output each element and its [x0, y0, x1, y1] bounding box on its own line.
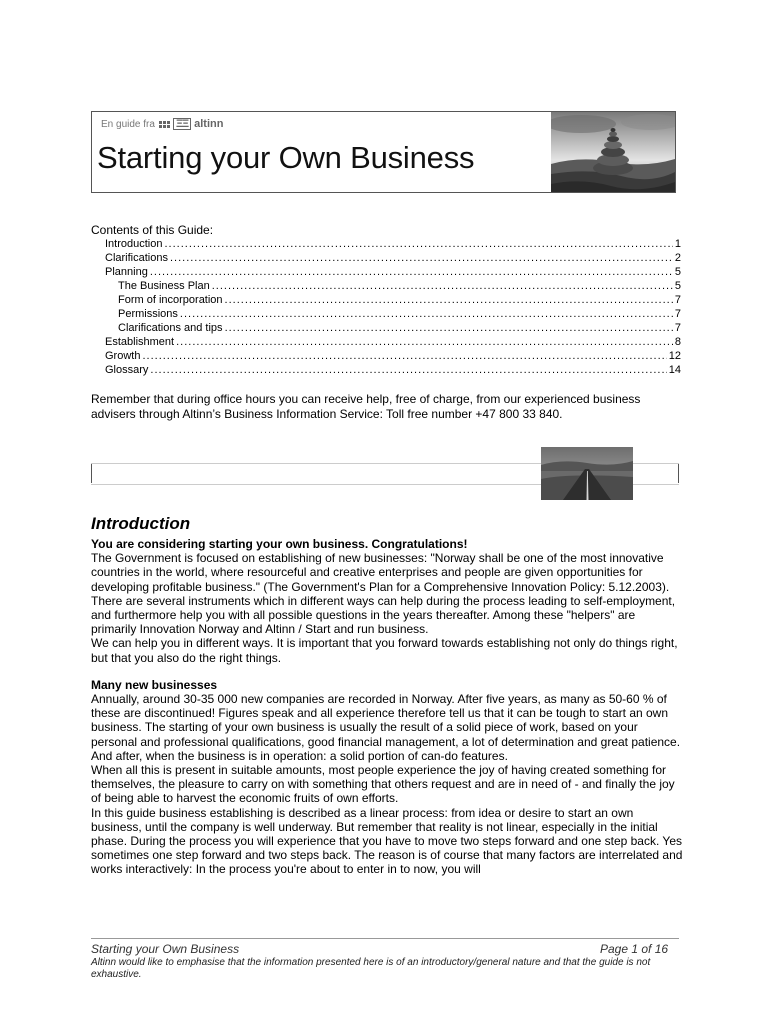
toc-item-clarifications-tips[interactable]: Clarifications and tips ..... 7: [91, 321, 681, 335]
title-box: [91, 111, 676, 193]
body-paragraph: Annually, around 30-35 000 new companies are recorded in Norway. After five years, as many as 50-60 % of these are discontinued! Figures speak and all experience therefore tell us that it can be tough to start an own business. The starting of your own business is usually the result of a solid piece of work, based on your personal and professional qualifications, good financial management, a lot of determination and great patience. And after, when the business is in operation: a solid portion of can-do features.: [91, 692, 681, 763]
many-businesses-heading: Many new businesses: [91, 677, 218, 692]
intro-paragraph: We can help you in different ways. It is important that you forward towards establishing not only do things right, but that you also do the right things.: [91, 636, 678, 665]
toc-item-growth[interactable]: Growth ..... 12: [91, 349, 681, 363]
guide-prefix: En guide fra: [101, 118, 155, 130]
road-landscape-photo: [541, 447, 633, 500]
footer-divider: [91, 938, 679, 939]
toc-heading: Contents of this Guide:: [91, 223, 214, 237]
intro-subheading: You are considering starting your own business. Congratulations!: [91, 537, 468, 551]
divider-right-tick: [678, 464, 679, 483]
toc-item-establishment[interactable]: Establishment ..... 8: [91, 335, 681, 349]
footer-disclaimer: Altinn would like to emphasise that the information presented here is of an introductory/general nature and that the guide is not exhaustive.: [91, 957, 651, 980]
toc-item-planning[interactable]: Planning ..... 5: [91, 265, 681, 279]
body-paragraph: In this guide business establishing is described as a linear process: from idea or desire to start an own business, until the company is well underway. But remember that reality is not linear, especially in the initial phase. During the process you will experience that you have to move two steps forward and one step back. Yes sometimes one step forward and two steps back. The reason is of course that many factors are interrelated and works interactively: In the process you're about to enter in to now, you will: [91, 805, 683, 877]
toc-item-glossary[interactable]: Glossary ..... 14: [91, 363, 681, 377]
stone-cairn-photo: [551, 112, 675, 192]
footer-title: Starting your Own Business: [91, 942, 240, 956]
toc-item-form-of-incorporation[interactable]: Form of incorporation ..... 7: [91, 293, 681, 307]
helpline-notice: Remember that during office hours you can receive help, free of charge, from our experienced business advisers through Altinn’s Business Information Service: Toll free number +47 800 33 840.: [91, 392, 641, 421]
logo-dots-icon: [159, 121, 170, 128]
intro-paragraph: There are several instruments which in different ways can help during the process leading to self-employment, and furthermore help you with all possible questions in the years thereafter. Among these "helpers" are primarily Innovation Norway and Altinn / Start and run business.: [91, 593, 676, 637]
logo-word: altinn: [194, 118, 224, 130]
toc-item-clarifications[interactable]: Clarifications ..... 2: [91, 251, 681, 265]
logo-mark-icon: ΞΞ: [173, 118, 191, 130]
altinn-logo: [159, 118, 224, 130]
document-title: Starting your Own Business: [97, 140, 475, 175]
guide-byline: [101, 118, 223, 130]
body-text: [91, 537, 683, 877]
intro-paragraph: The Government is focused on establishing of new businesses: "Norway shall be one of the most innovative countries in the world, where resourceful and creative enterprises and people are given opportunities for developing profitable business." (The Government's Plan for a Comprehensive Innovation Policy: 5.12.2003).: [91, 551, 670, 594]
body-paragraph: When all this is present in suitable amounts, most people experience the joy of having created something for themselves, the pleasure to carry on with something that others request and are in need of - and finally the joy of being able to harvest the economic fruits of own efforts.: [91, 763, 675, 806]
toc-item-business-plan[interactable]: The Business Plan ..... 5: [91, 279, 681, 293]
toc-item-introduction[interactable]: Introduction ..... 1: [91, 237, 681, 251]
divider-left-tick: [91, 464, 92, 483]
introduction-heading: Introduction: [91, 514, 191, 533]
page-number: Page 1 of 16: [600, 942, 669, 956]
table-of-contents: [91, 237, 681, 377]
toc-item-permissions[interactable]: Permissions ..... 7: [91, 307, 681, 321]
